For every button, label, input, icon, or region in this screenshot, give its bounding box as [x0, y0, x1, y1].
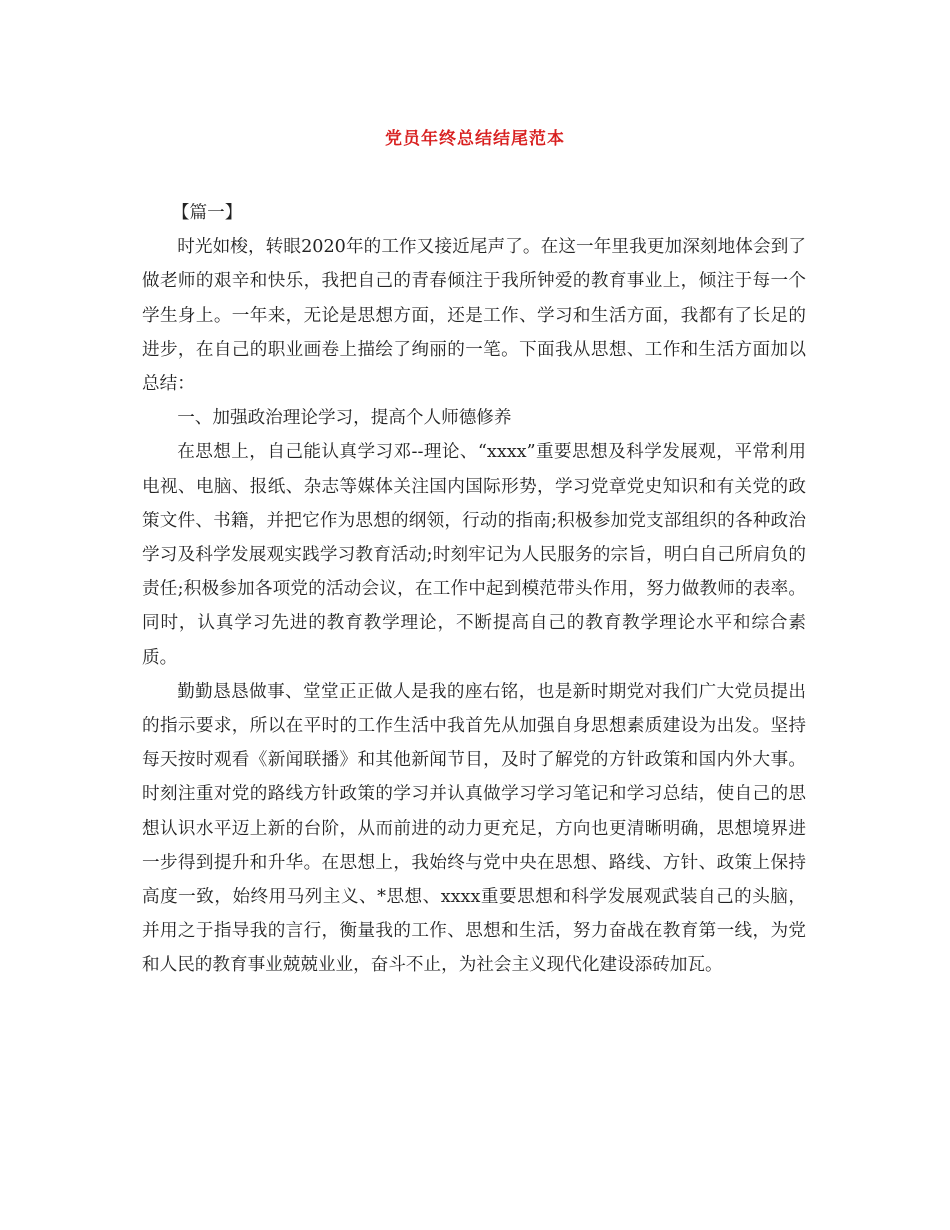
body-paragraph: 勤勤恳恳做事、堂堂正正做人是我的座右铭，也是新时期党对我们广大党员提出的指示要求，所以在平时的工作生活中我首先从加强自身思想素质建设为出发。坚持每天按时观看《新闻联播》和其他新闻节目，及时了解党的方针政策和国内外大事。时刻注重对党的路线方针政策的学习并认真做学习学习笔记和学习总结，使自己的思想认识水平迈上新的台阶，从而前进的动力更充足，方向也更清晰明确，思想境界进一步得到提升和升华。在思想上，我始终与党中央在思想、路线、方针、政策上保持高度一致，始终用马列主义、*思想、xxxx重要思想和科学发展观武装自己的头脑，并用之于指导我的言行，衡量我的工作、思想和生活，努力奋战在教育第一线，为党和人民的教育事业兢兢业业，奋斗不止，为社会主义现代化建设添砖加瓦。: [142, 681, 806, 976]
section-heading: 一、加强政治理论学习，提高个人师德修养: [177, 408, 512, 429]
intro-paragraph: 时光如梭，转眼2020年的工作又接近尾声了。在这一年里我更加深刻地体会到了做老师的艰辛和快乐，我把自己的青春倾注于我所钟爱的教育事业上，倾注于每一个学生身上。一年来，无论是思想方面，还是工作、学习和生活方面，我都有了长足的进步，在自己的职业画卷上描绘了绚丽的一笔。下面我从思想、工作和生活方面加以总结：: [142, 237, 806, 395]
document-title: 党员年终总结结尾范本: [385, 129, 565, 149]
body-paragraph: 在思想上，自己能认真学习邓--理论、“xxxx”重要思想及科学发展观，平常利用电视、电脑、报纸、杂志等媒体关注国内国际形势，学习党章党史知识和有关党的政策文件、书籍，并把它作为思想的纲领，行动的指南;积极参加党支部组织的各种政治学习及科学发展观实践学习教育活动;时刻牢记为人民服务的宗旨，明白自己所肩负的责任;积极参加各项党的活动会议，在工作中起到模范带头作用，努力做教师的表率。同时，认真学习先进的教育教学理论，不断提高自己的教育教学理论水平和综合素质。: [142, 442, 806, 668]
section-label: 【篇一】: [171, 203, 243, 223]
document-body: [142, 196, 806, 983]
